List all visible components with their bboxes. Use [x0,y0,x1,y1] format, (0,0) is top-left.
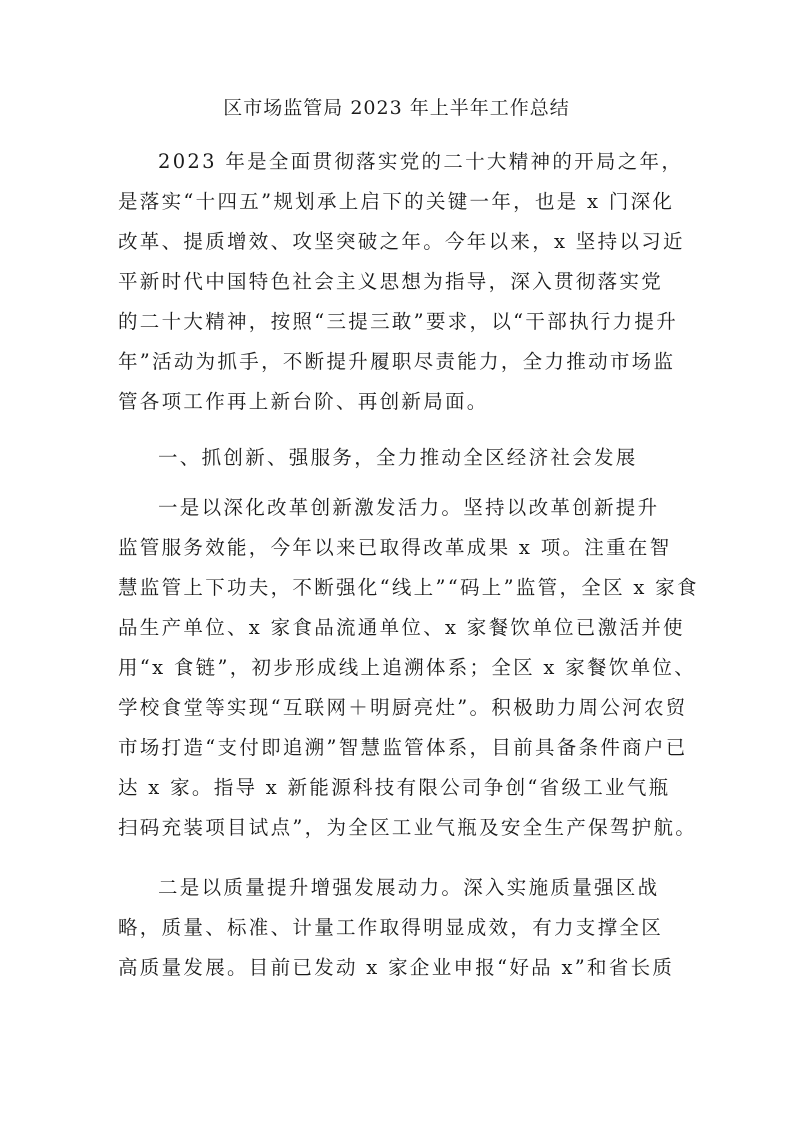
text-line: 年”活动为抓手，不断提升履职尽责能力，全力推动市场监 [118,350,676,373]
text-line: 平新时代中国特色社会主义思想为指导，深入贯彻落实党 [118,270,664,293]
text-line: 高质量发展。目前已发动 x 家企业申报“好品 x”和省长质 [118,956,675,979]
document-title: 区市场监管局 2023 年上半年工作总结 [223,97,570,119]
paragraph-reform [118,488,699,848]
text-line: 市场打造“支付即追溯”智慧监管体系，目前具备条件商户已 [118,736,688,759]
text-line: 2023 年是全面贯彻落实党的二十大精神的开局之年， [158,150,684,173]
text-line: 达 x 家。指导 x 新能源科技有限公司争创“省级工业气瓶 [118,776,671,799]
text-line: 改革、提质增效、攻坚突破之年。今年以来，x 坚持以习近 [118,230,685,253]
text-line: 的二十大精神，按照“三提三敢”要求，以“干部执行力提升 [118,310,679,333]
text-line: 慧监管上下功夫，不断强化“线上”“码上”监管，全区 x 家食 [118,576,699,599]
heading-line: 一、抓创新、强服务，全力推动全区经济社会发展 [158,446,638,469]
text-line: 二是以质量提升增强发展动力。深入实施质量强区战 [158,876,660,899]
paragraph-intro [118,142,685,422]
section-heading [118,438,678,478]
text-line: 扫码充装项目试点”，为全区工业气瓶及安全生产保驾护航。 [118,816,698,839]
text-line: 略，质量、标准、计量工作取得明显成效，有力支撑全区 [118,916,664,939]
text-line: 学校食堂等实现“互联网＋明厨亮灶”。积极助力周公河农贸 [118,696,688,719]
text-line: 品生产单位、x 家食品流通单位、x 家餐饮单位已激活并使 [118,616,685,639]
paragraph-quality [118,868,678,988]
text-line: 用“x 食链”，初步形成线上追溯体系；全区 x 家餐饮单位、 [118,656,697,679]
text-line: 管各项工作再上新台阶、再创新局面。 [118,390,489,413]
text-line: 监管服务效能，今年以来已取得改革成果 x 项。注重在智 [118,536,672,559]
text-line: 是落实“十四五”规划承上启下的关键一年，也是 x 门深化 [118,190,675,213]
text-line: 一是以深化改革创新激发活力。坚持以改革创新提升 [158,496,660,519]
